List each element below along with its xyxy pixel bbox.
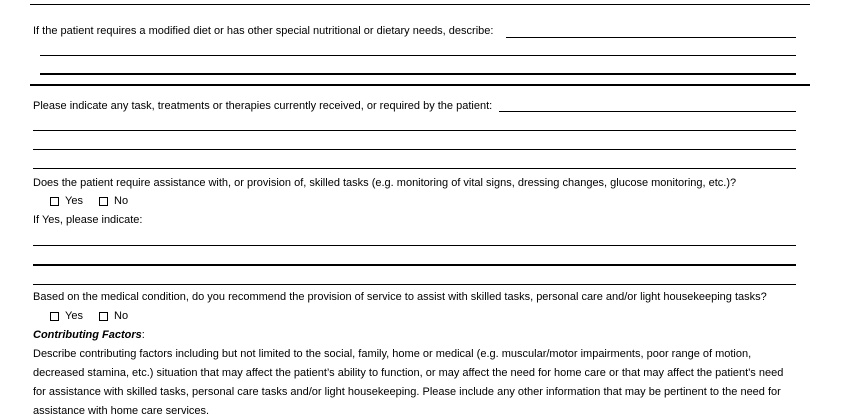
recommend-no-checkbox[interactable] (99, 312, 108, 321)
treatments-answer-line-1[interactable] (499, 111, 796, 112)
diet-answer-line-1[interactable] (506, 37, 796, 38)
treatments-answer-line-2[interactable] (33, 130, 796, 131)
contributing-text-line-1: Describe contributing factors including but not limited to the social, family, home or medical (e.g. muscular/motor impairments, poor range of motion, (33, 348, 752, 360)
contributing-heading: Contributing Factors (33, 329, 142, 341)
section-divider (30, 84, 810, 86)
contributing-text-line-2: decreased stamina, etc.) situation that may affect the patient’s ability to function, or may affect the need for home care or that may affect the patient's need (33, 367, 784, 379)
contributing-text-line-3: for assistance with skilled tasks, personal care tasks and/or light housekeeping. Please include any other information that may be pertinent to the need for (33, 386, 781, 398)
top-border (30, 4, 810, 5)
skilled-yes-checkbox[interactable] (50, 197, 59, 206)
skilled-if-yes-label: If Yes, please indicate: (33, 214, 143, 226)
treatments-answer-line-4[interactable] (33, 168, 796, 169)
skilled-no-checkbox[interactable] (99, 197, 108, 206)
recommend-yes-checkbox[interactable] (50, 312, 59, 321)
skilled-yes-label: Yes (65, 195, 83, 207)
diet-answer-line-2[interactable] (40, 55, 796, 56)
contributing-heading-colon: : (141, 329, 145, 341)
contributing-text-line-4: assistance with home care services. (33, 405, 210, 417)
skilled-question: Does the patient require assistance with, or provision of, skilled tasks (e.g. monitoring of vital signs, dressing changes, glucose monitoring, etc.)? (33, 177, 737, 189)
diet-answer-line-3[interactable] (40, 73, 796, 75)
recommend-question: Based on the medical condition, do you recommend the provision of service to assist with skilled tasks, personal care and/or light housekeeping tasks? (33, 291, 767, 303)
recommend-no-label: No (114, 310, 129, 322)
contributing-heading-line (33, 329, 145, 342)
skilled-no-label: No (114, 195, 129, 207)
skilled-answer-line-2[interactable] (33, 264, 796, 266)
skilled-answer-line-1[interactable] (33, 245, 796, 246)
treatments-question: Please indicate any task, treatments or therapies currently received, or required by the patient: (33, 100, 493, 112)
skilled-answer-line-3[interactable] (33, 284, 796, 285)
treatments-answer-line-3[interactable] (33, 149, 796, 150)
recommend-yes-label: Yes (65, 310, 83, 322)
diet-question: If the patient requires a modified diet or has other special nutritional or dietary needs, describe: (33, 25, 494, 37)
